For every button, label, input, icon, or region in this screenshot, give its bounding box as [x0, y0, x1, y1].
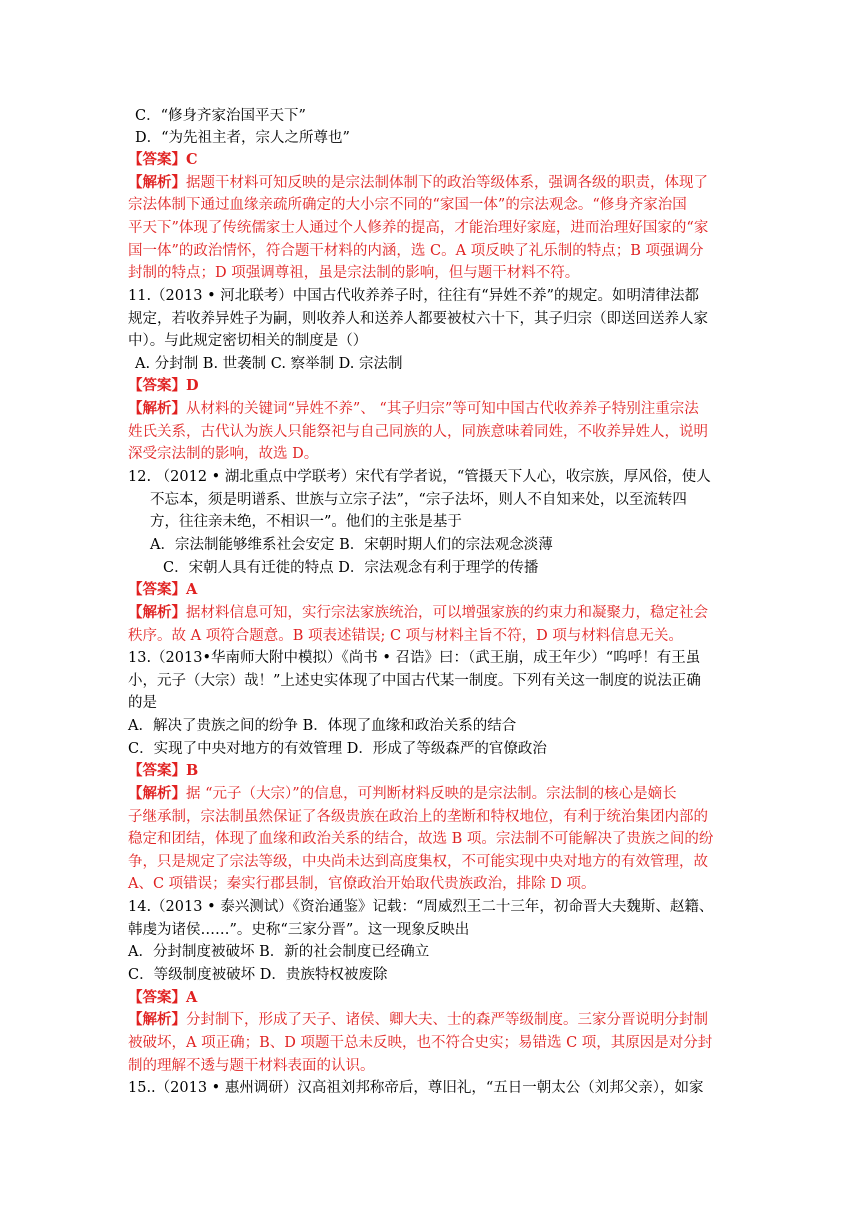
question-12: 12. （2012 • 湖北重点中学联考）宋代有学者说，“管摄天下人心，收宗族，厚风俗，使人	[128, 469, 711, 485]
question-13: 13.（2013•华南师大附中模拟）《尚书 • 召诰》曰：（武王崩，成王年少）“呜呼！有王虽	[128, 650, 701, 666]
options-11: A. 分封制 B. 世袭制 C. 察举制 D. 宗法制	[135, 356, 403, 372]
options-14: A．分封制度被破坏 B．新的社会制度已经确立	[128, 944, 430, 960]
answer-13: 【答案】B	[128, 762, 199, 779]
answer-11: 【答案】D	[128, 377, 199, 394]
question-15: 15..（2013 • 惠州调研）汉高祖刘邦称帝后，尊旧礼，“五日一朝太公（刘邦父亲），如家	[128, 1080, 704, 1096]
analysis-13: 【解析】据 “元子（大宗）”的信息，可判断材料反映的是宗法制。宗法制的核心是嫡长	[128, 785, 677, 802]
question-14: 14.（2013 • 泰兴测试）《资治通鉴》记载：“周威烈王二十三年，初命晋大夫魏斯、赵籍、	[128, 899, 714, 915]
analysis-10: 【解析】据题干材料可知反映的是宗法制体制下的政治等级体系，强调各级的职责，体现了	[128, 174, 708, 191]
analysis-10: 国一体”的政治情怀，符合题干材料的内涵，选 C。A 项反映了礼乐制的特点；B 项强调分	[128, 243, 704, 259]
analysis-11: 深受宗法制的影响，故选 D。	[128, 446, 319, 462]
question-11: 规定，若收养异姓子为嗣，则收养人和送养人都要被杖六十下，其子归宗（即送回送养人家	[128, 311, 708, 327]
options-12: C．宋朝人具有迁徙的特点 D．宗法观念有利于理学的传播	[163, 560, 539, 576]
options-13: A．解决了贵族之间的纷争 B．体现了血缘和政治关系的结合	[128, 718, 517, 734]
analysis-12: 秩序。故 A 项符合题意。B 项表述错误; C 项与材料主旨不符，D 项与材料信息无关。	[128, 628, 683, 644]
options-12: A．宗法制能够维系社会安定 B．宋朝时期人们的宗法观念淡薄	[150, 537, 553, 553]
analysis-13: 稳定和团结，体现了血缘和政治关系的结合，故选 B 项。宗法制不可能解决了贵族之间的纷	[128, 831, 714, 847]
question-14: 韩虔为诸侯……”。史称“三家分晋”。这一现象反映出	[128, 922, 470, 938]
question-12: 不忘本，须是明谱系、世族与立宗子法”，“宗子法坏，则人不自知来处，以至流转四	[150, 492, 687, 508]
analysis-10: 平天下”体现了传统儒家士人通过个人修养的提高，才能治理好家庭，进而治理好国家的“家	[128, 220, 709, 236]
option-c: C．“修身齐家治国平天下”	[135, 108, 306, 124]
analysis-10: 封制的特点；D 项强调尊祖，虽是宗法制的影响，但与题干材料不符。	[128, 265, 580, 281]
analysis-13: A、C 项错误；秦实行郡县制，官僚政治开始取代贵族政治，排除 D 项。	[128, 876, 596, 892]
analysis-14: 被破坏，A 项正确；B、D 项题干总未反映，也不符合史实；易错选 C 项，其原因是对分封	[128, 1035, 713, 1051]
analysis-13: 争，只是规定了宗法等级，中央尚未达到高度集权，不可能实现中央对地方的有效管理，故	[128, 854, 708, 870]
analysis-14: 制的理解不透与题干材料表面的认识。	[128, 1058, 375, 1074]
question-11: 中）。与此规定密切相关的制度是（）	[128, 333, 368, 349]
answer-14: 【答案】A	[128, 989, 198, 1006]
options-13: C．实现了中央对地方的有效管理 D．形成了等级森严的官僚政治	[128, 741, 547, 757]
question-13: 的是	[128, 695, 157, 711]
question-11: 11.（2013 • 河北联考）中国古代收养养子时，往往有“异姓不养”的规定。如明清律法都	[128, 288, 700, 304]
options-14: C．等级制度被破坏 D．贵族特权被废除	[128, 967, 388, 983]
analysis-13: 子继承制，宗法制虽然保证了各级贵族在政治上的垄断和特权地位，有利于统治集团内部的	[128, 809, 708, 825]
analysis-12: 【解析】据材料信息可知，实行宗法家族统治，可以增强家族的约束力和凝聚力，稳定社会	[128, 604, 708, 621]
analysis-14: 【解析】分封制下，形成了天子、诸侯、卿大夫、士的森严等级制度。三家分晋说明分封制	[128, 1011, 708, 1028]
answer-12: 【答案】A	[128, 581, 198, 598]
question-13: 小，元子（大宗）哉！”上述史实体现了中国古代某一制度。下列有关这一制度的说法正确	[128, 673, 701, 689]
analysis-11: 姓氏关系，古代认为族人只能祭祀与自己同族的人，同族意味着同姓，不收养异姓人，说明	[128, 424, 708, 440]
answer-10: 【答案】C	[128, 151, 198, 168]
option-d: D．“为先祖主者，宗人之所尊也”	[135, 130, 350, 146]
analysis-10: 宗法体制下通过血缘亲疏所确定的大小宗不同的“家国一体”的宗法观念。“修身齐家治国	[128, 197, 687, 213]
analysis-11: 【解析】从材料的关键词“异姓不养”、 “其子归宗”等可知中国古代收养养子特别注重宗法	[128, 400, 699, 417]
question-12: 方，往往亲未绝，不相识一”。他们的主张是基于	[150, 514, 462, 530]
